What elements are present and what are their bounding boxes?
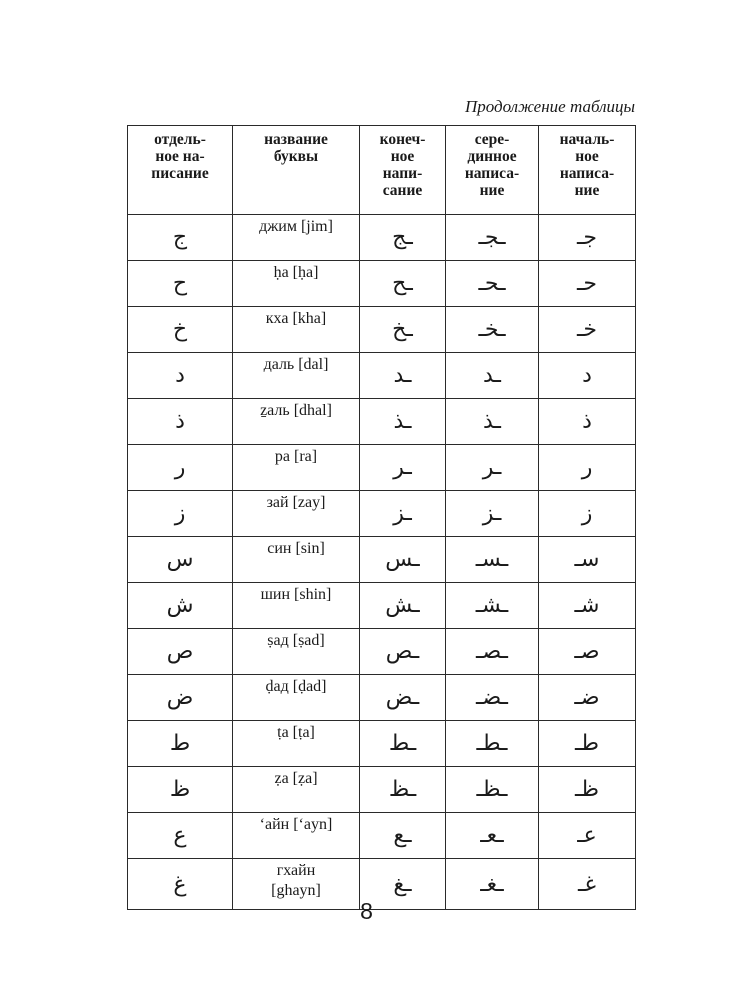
table-row	[128, 261, 636, 307]
final-form: ـز	[360, 491, 446, 537]
medial-form: ـطـ	[446, 721, 539, 767]
table-continuation-caption: Продолжение таблицы	[464, 97, 635, 116]
medial-form: ـصـ	[446, 629, 539, 675]
final-form: ـض	[360, 675, 446, 721]
isolated-form: د	[128, 353, 233, 399]
table-row	[128, 721, 636, 767]
final-form: ـج	[360, 215, 446, 261]
isolated-form: ع	[128, 813, 233, 859]
isolated-form: ط	[128, 721, 233, 767]
initial-form: سـ	[539, 537, 636, 583]
isolated-form: ج	[128, 215, 233, 261]
medial-form: ـظـ	[446, 767, 539, 813]
initial-form: ذ	[539, 399, 636, 445]
header-isolated: отдель- ное на- писание	[128, 126, 233, 215]
letter-name: даль [dal]	[233, 353, 360, 399]
header-medial: сере- динное написа- ние	[446, 126, 539, 215]
isolated-form: ض	[128, 675, 233, 721]
letter-name: ḍад [ḍad]	[233, 675, 360, 721]
initial-form: ظـ	[539, 767, 636, 813]
isolated-form: ح	[128, 261, 233, 307]
table-row	[128, 813, 636, 859]
letter-name: син [sin]	[233, 537, 360, 583]
table-row	[128, 767, 636, 813]
final-form: ـظ	[360, 767, 446, 813]
isolated-form: ذ	[128, 399, 233, 445]
medial-form: ـشـ	[446, 583, 539, 629]
final-form: ـخ	[360, 307, 446, 353]
table-row	[128, 307, 636, 353]
letter-name: ра [ra]	[233, 445, 360, 491]
table-row	[128, 399, 636, 445]
page-number: 8	[360, 898, 373, 924]
medial-form: ـر	[446, 445, 539, 491]
letter-name: ẓа [ẓa]	[233, 767, 360, 813]
medial-form: ـجـ	[446, 215, 539, 261]
initial-form: حـ	[539, 261, 636, 307]
letter-name: ẕаль [dhal]	[233, 399, 360, 445]
initial-form: د	[539, 353, 636, 399]
initial-form: جـ	[539, 215, 636, 261]
initial-form: ضـ	[539, 675, 636, 721]
final-form: ـط	[360, 721, 446, 767]
initial-form: طـ	[539, 721, 636, 767]
letter-name: джим [jim]	[233, 215, 360, 261]
isolated-form: خ	[128, 307, 233, 353]
medial-form: ـغـ	[446, 859, 539, 910]
final-form: ـع	[360, 813, 446, 859]
medial-form: ـذ	[446, 399, 539, 445]
isolated-form: غ	[128, 859, 233, 910]
table-header-row	[128, 126, 636, 215]
initial-form: عـ	[539, 813, 636, 859]
table-row	[128, 629, 636, 675]
final-form: ـذ	[360, 399, 446, 445]
table-row	[128, 537, 636, 583]
table-row	[128, 583, 636, 629]
medial-form: ـد	[446, 353, 539, 399]
final-form: ـس	[360, 537, 446, 583]
final-form: ـر	[360, 445, 446, 491]
letter-name: гхайн [ghayn]	[233, 859, 360, 910]
isolated-form: ظ	[128, 767, 233, 813]
final-form: ـغ	[360, 859, 446, 910]
final-form: ـح	[360, 261, 446, 307]
letter-name: шин [shin]	[233, 583, 360, 629]
header-initial: началь- ное написа- ние	[539, 126, 636, 215]
table-row	[128, 445, 636, 491]
table-row	[128, 215, 636, 261]
medial-form: ـسـ	[446, 537, 539, 583]
isolated-form: ش	[128, 583, 233, 629]
isolated-form: ر	[128, 445, 233, 491]
final-form: ـد	[360, 353, 446, 399]
final-form: ـص	[360, 629, 446, 675]
isolated-form: ز	[128, 491, 233, 537]
medial-form: ـضـ	[446, 675, 539, 721]
arabic-letters-table	[127, 125, 636, 910]
initial-form: ر	[539, 445, 636, 491]
letter-name: ṣад [ṣad]	[233, 629, 360, 675]
letter-name: ‘айн [‘ayn]	[233, 813, 360, 859]
final-form: ـش	[360, 583, 446, 629]
initial-form: صـ	[539, 629, 636, 675]
header-letter-name: название буквы	[233, 126, 360, 215]
isolated-form: ص	[128, 629, 233, 675]
medial-form: ـحـ	[446, 261, 539, 307]
header-final: конеч- ное напи- сание	[360, 126, 446, 215]
table-row	[128, 675, 636, 721]
table-row	[128, 353, 636, 399]
medial-form: ـخـ	[446, 307, 539, 353]
letter-name: кха [kha]	[233, 307, 360, 353]
isolated-form: س	[128, 537, 233, 583]
medial-form: ـعـ	[446, 813, 539, 859]
initial-form: شـ	[539, 583, 636, 629]
initial-form: خـ	[539, 307, 636, 353]
letter-name: ṭа [ṭa]	[233, 721, 360, 767]
medial-form: ـز	[446, 491, 539, 537]
letter-name: зай [zay]	[233, 491, 360, 537]
table-row	[128, 491, 636, 537]
initial-form: ز	[539, 491, 636, 537]
initial-form: غـ	[539, 859, 636, 910]
letter-name: ḥа [ḥa]	[233, 261, 360, 307]
